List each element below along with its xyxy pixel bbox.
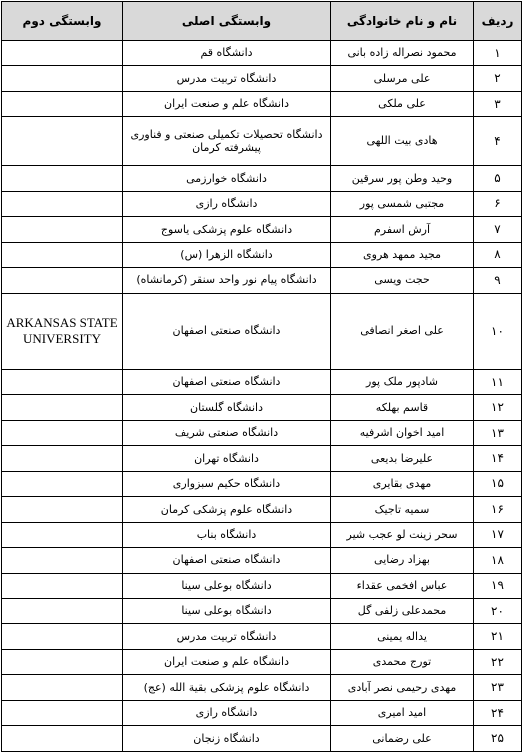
row-index: ۹ [474,268,522,293]
row-secondary-affiliation [2,598,123,623]
row-primary-affiliation: دانشگاه بوعلی سینا [123,573,331,598]
row-secondary-affiliation [2,166,123,191]
row-primary-affiliation: دانشگاه علم و صنعت ایران [123,649,331,674]
row-primary-affiliation: دانشگاه علوم پزشکی یاسوج [123,217,331,242]
table-row [2,66,522,91]
row-name: محمدعلی زلفی گل [331,598,474,623]
affiliation-table [1,1,522,752]
row-index: ۲۰ [474,598,522,623]
table-row [2,191,522,216]
row-index: ۱۶ [474,497,522,522]
row-secondary-affiliation [2,471,123,496]
row-primary-affiliation: دانشگاه خوارزمی [123,166,331,191]
table-row [2,649,522,674]
row-name: شادپور ملک پور [331,369,474,394]
row-secondary-affiliation [2,649,123,674]
row-index: ۱۱ [474,369,522,394]
table-row [2,268,522,293]
row-primary-affiliation: دانشگاه گلستان [123,395,331,420]
table-row [2,166,522,191]
row-secondary-affiliation [2,242,123,267]
row-index: ۴ [474,117,522,166]
row-name: علی اصغر انصافی [331,293,474,369]
row-secondary-affiliation: ARKANSAS STATE UNIVERSITY [2,293,123,369]
table-row [2,41,522,66]
row-primary-affiliation: دانشگاه تربیت مدرس [123,624,331,649]
row-index: ۲ [474,66,522,91]
row-primary-affiliation: دانشگاه علوم پزشکی کرمان [123,497,331,522]
row-index: ۲۴ [474,700,522,725]
row-secondary-affiliation [2,522,123,547]
row-name: امید اخوان اشرفیه [331,420,474,445]
row-name: آرش اسفرم [331,217,474,242]
row-name: قاسم بهلکه [331,395,474,420]
row-primary-affiliation: دانشگاه صنعتی اصفهان [123,548,331,573]
row-index: ۲۵ [474,726,522,752]
row-name: مهدی بقایری [331,471,474,496]
row-name: مهدی رحیمی نصر آبادی [331,675,474,700]
row-index: ۲۱ [474,624,522,649]
header-secondary-affiliation: وابستگی دوم [2,2,123,41]
row-name: حجت ویسی [331,268,474,293]
row-secondary-affiliation [2,66,123,91]
row-primary-affiliation: دانشگاه پیام نور واحد سنقر (کرمانشاه) [123,268,331,293]
table-row [2,242,522,267]
row-secondary-affiliation [2,446,123,471]
row-primary-affiliation: دانشگاه تربیت مدرس [123,66,331,91]
row-index: ۲۲ [474,649,522,674]
header-name: نام و نام خانوادگی [331,2,474,41]
row-name: عباس افخمی عقداء [331,573,474,598]
table-row [2,471,522,496]
row-name: مجتبی شمسی پور [331,191,474,216]
row-index: ۱۲ [474,395,522,420]
row-primary-affiliation: دانشگاه حکیم سبزواری [123,471,331,496]
row-primary-affiliation: دانشگاه بناب [123,522,331,547]
row-index: ۱۹ [474,573,522,598]
header-primary-affiliation: وابستگی اصلی [123,2,331,41]
row-index: ۱۴ [474,446,522,471]
row-name: علی ملکی [331,91,474,116]
row-primary-affiliation: دانشگاه علوم پزشکی بقیة الله (عج) [123,675,331,700]
row-primary-affiliation: دانشگاه الزهرا (س) [123,242,331,267]
row-name: سمیه تاجیک [331,497,474,522]
row-name: علی رضمانی [331,726,474,752]
table-row [2,598,522,623]
row-name: تورج محمدی [331,649,474,674]
row-index: ۱۵ [474,471,522,496]
table-row [2,624,522,649]
row-index: ۶ [474,191,522,216]
row-index: ۱ [474,41,522,66]
row-secondary-affiliation [2,91,123,116]
header-row [2,2,522,41]
row-secondary-affiliation [2,497,123,522]
row-name: علی مرسلی [331,66,474,91]
row-primary-affiliation: دانشگاه صنعتی شریف [123,420,331,445]
table-row [2,700,522,725]
row-index: ۱۰ [474,293,522,369]
row-index: ۵ [474,166,522,191]
row-primary-affiliation: دانشگاه رازی [123,191,331,216]
row-secondary-affiliation [2,726,123,752]
row-name: هادی بیت اللهی [331,117,474,166]
table-row [2,726,522,752]
row-secondary-affiliation [2,700,123,725]
row-primary-affiliation: دانشگاه تهران [123,446,331,471]
table-row [2,395,522,420]
table-row [2,446,522,471]
row-primary-affiliation: دانشگاه زنجان [123,726,331,752]
row-secondary-affiliation [2,420,123,445]
table-row [2,548,522,573]
row-name: محمود نصراله زاده بانی [331,41,474,66]
row-secondary-affiliation [2,624,123,649]
row-index: ۸ [474,242,522,267]
table-row [2,293,522,369]
row-index: ۱۸ [474,548,522,573]
table-body [2,41,522,752]
row-index: ۷ [474,217,522,242]
row-secondary-affiliation [2,548,123,573]
row-secondary-affiliation [2,217,123,242]
row-secondary-affiliation [2,117,123,166]
table-row [2,369,522,394]
row-primary-affiliation: دانشگاه قم [123,41,331,66]
row-secondary-affiliation [2,191,123,216]
row-secondary-affiliation [2,573,123,598]
table-row [2,497,522,522]
row-name: امید امیری [331,700,474,725]
table-row [2,117,522,166]
row-secondary-affiliation [2,395,123,420]
row-name: وحید وطن پور سرقین [331,166,474,191]
row-index: ۲۳ [474,675,522,700]
table-row [2,420,522,445]
row-secondary-affiliation [2,268,123,293]
row-name: بهزاد رضایی [331,548,474,573]
row-secondary-affiliation [2,675,123,700]
row-primary-affiliation: دانشگاه رازی [123,700,331,725]
row-name: سحر زینت لو عجب شیر [331,522,474,547]
table-row [2,91,522,116]
row-primary-affiliation: دانشگاه علم و صنعت ایران [123,91,331,116]
table-row [2,217,522,242]
row-secondary-affiliation [2,41,123,66]
row-primary-affiliation: دانشگاه صنعتی اصفهان [123,369,331,394]
row-name: مجید ممهد هروی [331,242,474,267]
table-row [2,522,522,547]
row-index: ۳ [474,91,522,116]
row-name: یداله یمینی [331,624,474,649]
row-name: علیرضا بدیعی [331,446,474,471]
row-index: ۱۷ [474,522,522,547]
table-row [2,675,522,700]
header-index: ردیف [474,2,522,41]
row-primary-affiliation: دانشگاه تحصیلات تکمیلی صنعتی و فناوری پیشرفته کرمان [123,117,331,166]
row-primary-affiliation: دانشگاه بوعلی سینا [123,598,331,623]
row-primary-affiliation: دانشگاه صنعتی اصفهان [123,293,331,369]
row-secondary-affiliation [2,369,123,394]
table-row [2,573,522,598]
row-index: ۱۳ [474,420,522,445]
